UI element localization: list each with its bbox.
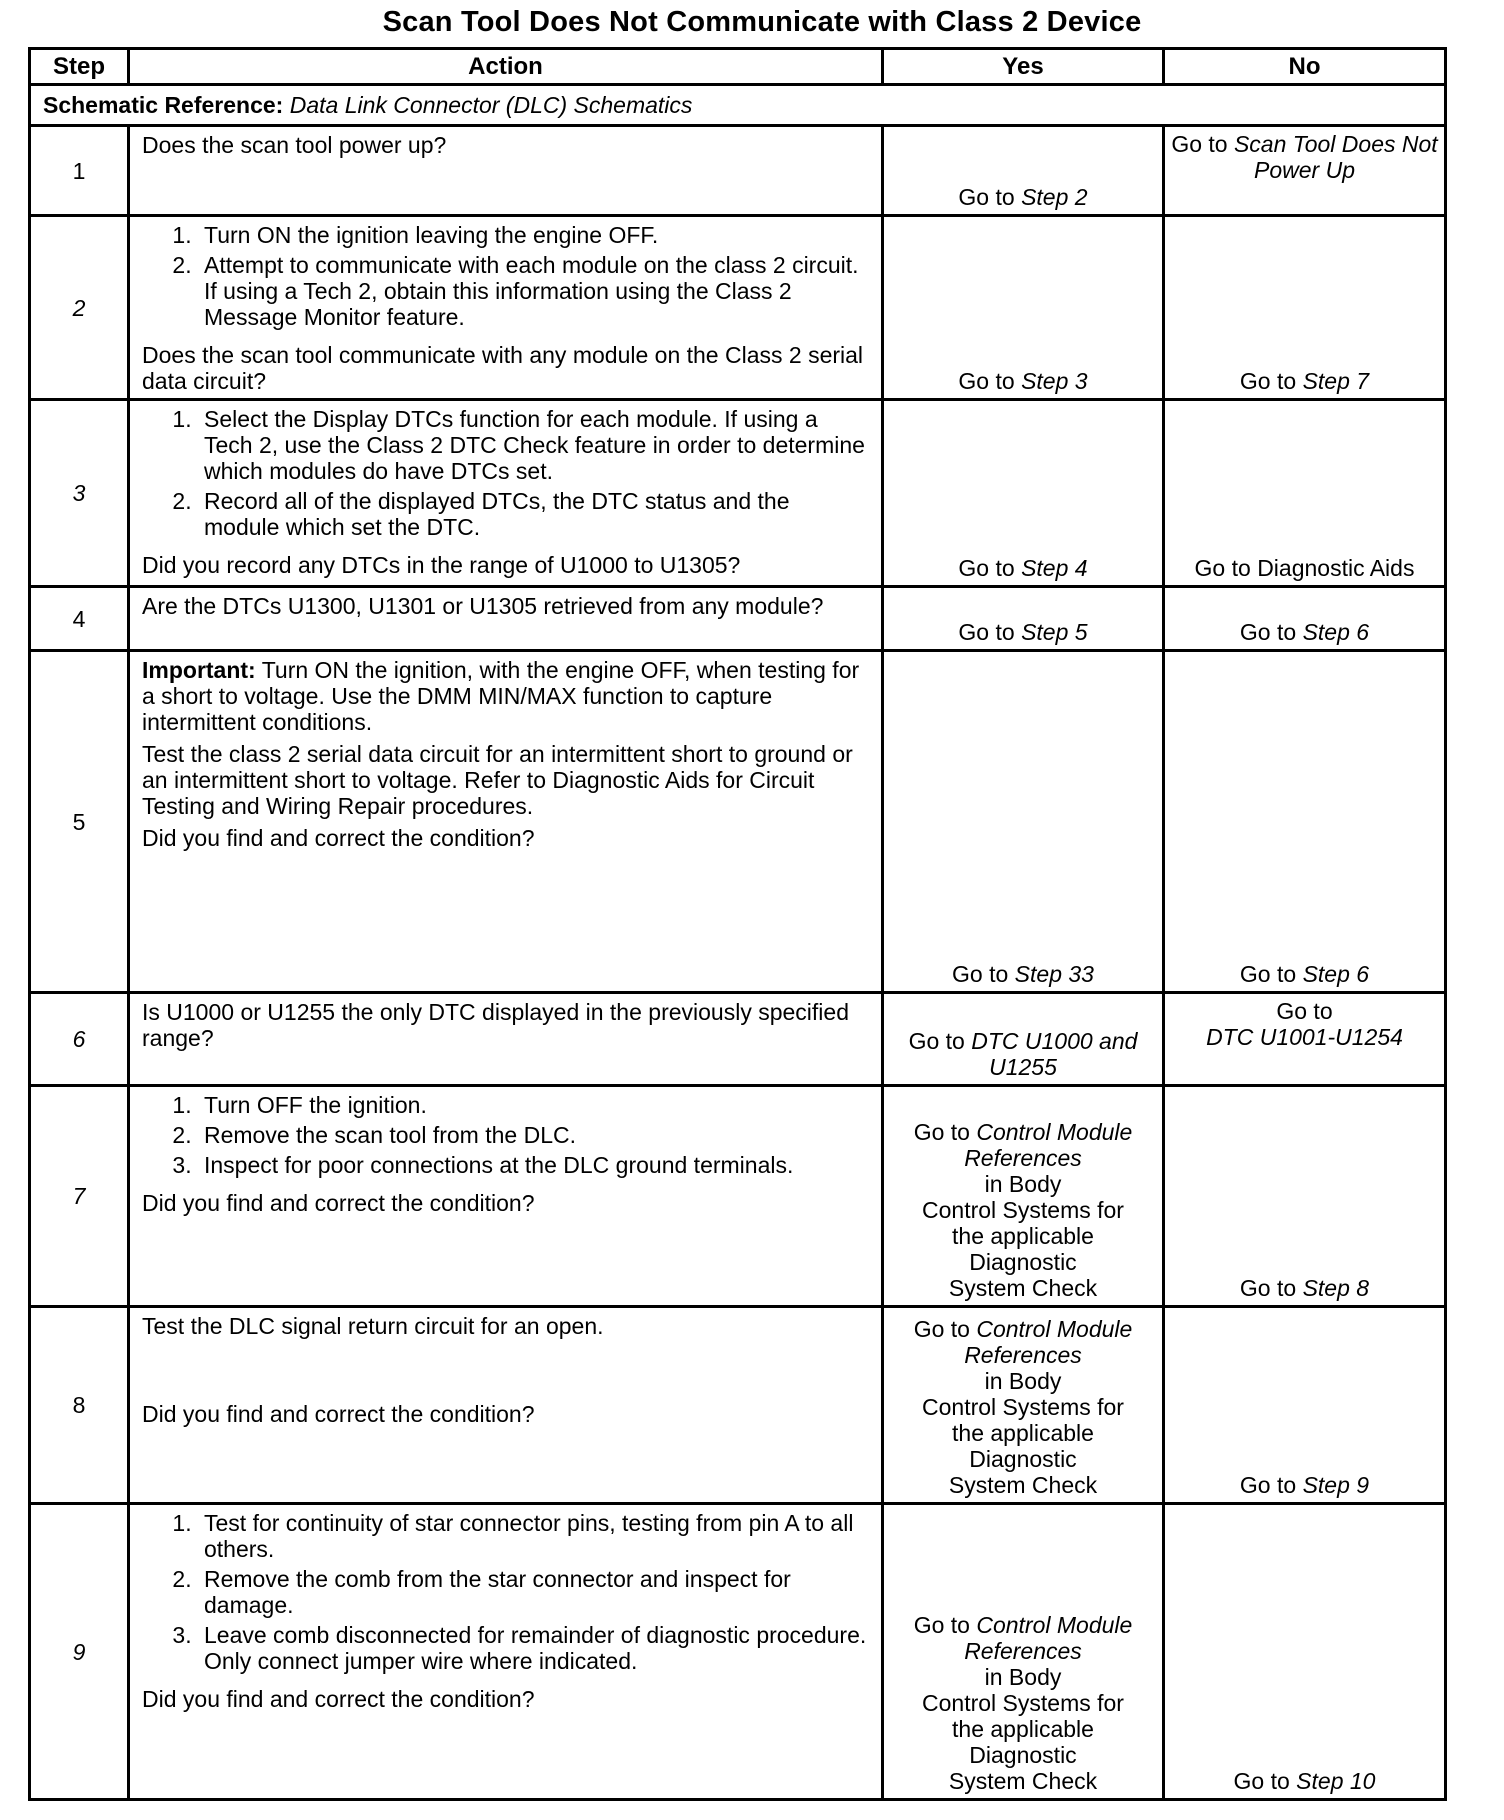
yes-link[interactable]: Step 3 <box>1021 368 1088 394</box>
instruction-list: 1. Select the Display DTCs function for each module. If using a Tech 2, use the Class 2 DTC Check feature in order to determine which modules do have DTCs set. 2. Record all of the displayed DTCs, the DTC status and the module which set the DTC. <box>142 406 871 544</box>
header-yes: Yes <box>883 49 1164 85</box>
instruction-list: 1. Test for continuity of star connector pins, testing from pin A to all others. 2. Remove the comb from the star connector and inspect for damage. 3. Leave comb disconnected for remainder of diagnostic procedure. Only connect jumper wire where indicated. <box>142 1510 871 1678</box>
no-link[interactable]: Step 10 <box>1296 1768 1376 1794</box>
question: Did you find and correct the condition? <box>142 1190 535 1216</box>
step-number: 6 <box>30 993 129 1086</box>
reference-label: Schematic Reference: <box>43 92 284 118</box>
yes-link[interactable]: Control Module References <box>964 1612 1133 1664</box>
no-link[interactable]: Step 9 <box>1302 1472 1370 1498</box>
step-number: 1 <box>30 126 129 216</box>
step-number: 3 <box>30 400 129 587</box>
step-number: 2 <box>30 216 129 400</box>
question: Did you find and correct the condition? <box>142 1401 535 1427</box>
header-action: Action <box>129 49 883 85</box>
question: Does the scan tool communicate with any module on the Class 2 serial data circuit? <box>142 342 864 394</box>
header-no: No <box>1164 49 1446 85</box>
table-row: 1 Does the scan tool power up? Go to Step 2 Go to Scan Tool Does Not Power Up <box>30 126 1446 216</box>
step-number: 9 <box>30 1504 129 1800</box>
no-link[interactable]: Step 6 <box>1302 961 1370 987</box>
yes-link[interactable]: Step 33 <box>1014 961 1094 987</box>
header-row <box>30 49 1446 85</box>
table-row: 8 Test the DLC signal return circuit for an open. Did you find and correct the condition? Go to Control Module References in Body Control Systems for the applicable Diagnostic System Check Go to Step 9 <box>30 1307 1446 1504</box>
step-number: 8 <box>30 1307 129 1504</box>
instruction-text: Test the class 2 serial data circuit for an intermittent short to ground or an intermittent short to voltage. Refer to Diagnostic Aids for Circuit Testing and Wiring Repair procedures. <box>142 741 853 819</box>
table-row: 3 1. Select the Display DTCs function for each module. If using a Tech 2, use the Class 2 DTC Check feature in order to determine which modules do have DTCs set. 2. Record all of the displayed DTCs, the DTC status and the module which set the DTC. Did you record any DTCs in the range of U1000 to U1305? Go to Step 4 Go to Diagnostic Aids <box>30 400 1446 587</box>
table-row: 9 1. Test for continuity of star connector pins, testing from pin A to all others. 2. Remove the comb from the star connector and inspect for damage. 3. Leave comb disconnected for remainder of diagnostic procedure. Only connect jumper wire where indicated. Did you find and correct the condition? Go to Control Module References in Body Control Systems for the applicable Diagnostic System Check Go to Step 10 <box>30 1504 1446 1800</box>
no-link[interactable]: Step 8 <box>1302 1275 1370 1301</box>
yes-link[interactable]: Control Module References <box>964 1316 1133 1368</box>
yes-link[interactable]: Step 2 <box>1021 184 1088 210</box>
question: Did you record any DTCs in the range of U1000 to U1305? <box>142 552 741 578</box>
no-link[interactable]: Go to Diagnostic Aids <box>1194 555 1415 581</box>
important-label: Important: <box>142 657 256 683</box>
instruction-text: Test the DLC signal return circuit for an open. <box>142 1313 604 1339</box>
yes-link[interactable]: Step 4 <box>1021 555 1088 581</box>
reference-link[interactable]: Data Link Connector (DLC) Schematics <box>289 92 693 118</box>
diagnostic-table <box>28 47 1447 1801</box>
no-link[interactable]: Step 6 <box>1302 619 1370 645</box>
question: Did you find and correct the condition? <box>142 825 535 851</box>
table-row: 6 Is U1000 or U1255 the only DTC displayed in the previously specified range? Go to DTC U1000 and U1255 Go to DTC U1001-U1254 <box>30 993 1446 1086</box>
no-link[interactable]: Step 7 <box>1302 368 1370 394</box>
no-link[interactable]: DTC U1001-U1254 <box>1206 1024 1403 1050</box>
question: Are the DTCs U1300, U1301 or U1305 retrieved from any module? <box>142 593 824 619</box>
question: Is U1000 or U1255 the only DTC displayed in the previously specified range? <box>142 999 849 1051</box>
question: Did you find and correct the condition? <box>142 1686 535 1712</box>
yes-link[interactable]: Step 5 <box>1021 619 1088 645</box>
step-number: 7 <box>30 1086 129 1307</box>
step-number: 4 <box>30 587 129 651</box>
no-link[interactable]: Scan Tool Does Not Power Up <box>1233 131 1438 183</box>
yes-link[interactable]: Control Module References <box>964 1119 1133 1171</box>
table-row: 4 Are the DTCs U1300, U1301 or U1305 retrieved from any module? Go to Step 5 Go to Step 6 <box>30 587 1446 651</box>
yes-link[interactable]: DTC U1000 and U1255 <box>971 1028 1138 1080</box>
instruction-list: 1. Turn OFF the ignition. 2. Remove the scan tool from the DLC. 3. Inspect for poor connections at the DLC ground terminals. <box>142 1092 871 1182</box>
page-title: Scan Tool Does Not Communicate with Class 2 Device <box>382 6 1142 38</box>
important-note: Turn ON the ignition, with the engine OFF, when testing for a short to voltage. Use the DMM MIN/MAX function to capture intermittent conditions. <box>142 657 860 735</box>
instruction-list: 1. Turn ON the ignition leaving the engine OFF. 2. Attempt to communicate with each module on the class 2 circuit. If using a Tech 2, obtain this information using the Class 2 Message Monitor feature. <box>142 222 871 334</box>
step-number: 5 <box>30 651 129 993</box>
table-row: 7 1. Turn OFF the ignition. 2. Remove the scan tool from the DLC. 3. Inspect for poor connections at the DLC ground terminals. Did you find and correct the condition? Go to Control Module References in Body Control Systems for the applicable Diagnostic System Check Go to Step 8 <box>30 1086 1446 1307</box>
header-step: Step <box>30 49 129 85</box>
table-row: 2 1. Turn ON the ignition leaving the engine OFF. 2. Attempt to communicate with each module on the class 2 circuit. If using a Tech 2, obtain this information using the Class 2 Message Monitor feature. Does the scan tool communicate with any module on the Class 2 serial data circuit? Go to Step 3 Go to Step 7 <box>30 216 1446 400</box>
question: Does the scan tool power up? <box>142 132 447 158</box>
table-row: 5 Important: Turn ON the ignition, with the engine OFF, when testing for a short to voltage. Use the DMM MIN/MAX function to capture intermittent conditions. Test the class 2 serial data circuit for an intermittent short to ground or an intermittent short to voltage. Refer to Diagnostic Aids for Circuit Testing and Wiring Repair procedures. Did you find and correct the condition? Go to Step 33 Go to Step 6 <box>30 651 1446 993</box>
schematic-reference-row <box>30 85 1446 126</box>
